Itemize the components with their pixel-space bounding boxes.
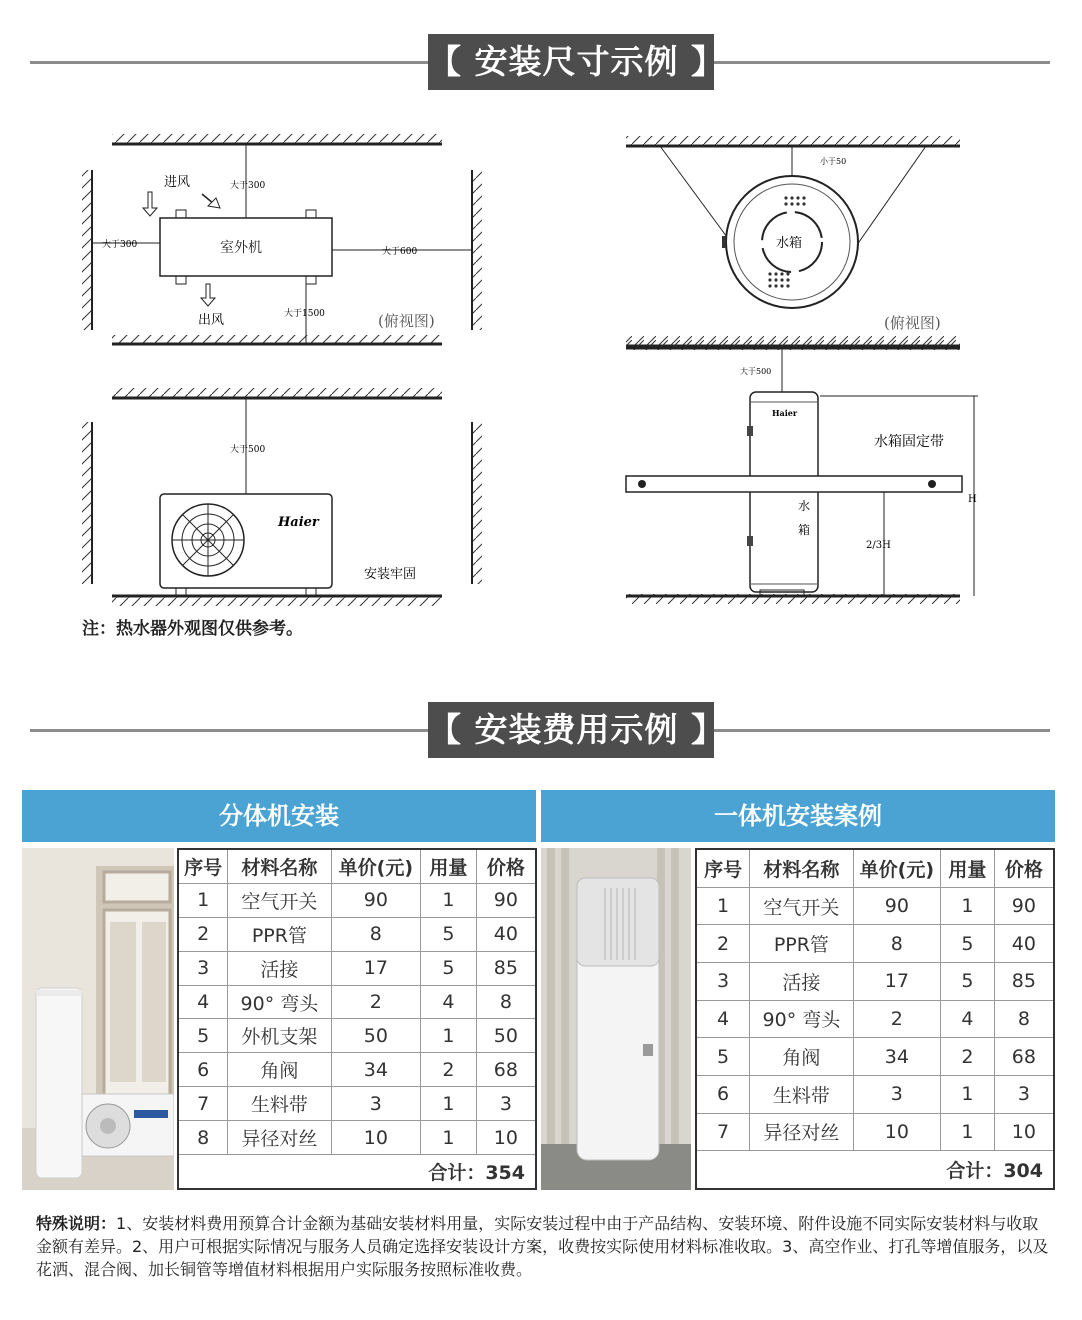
cell: 活接 [750, 963, 853, 1001]
dim-top: 小于50 [820, 157, 847, 166]
dim-h: H [968, 494, 977, 505]
split-cost-table [177, 848, 537, 1190]
allinone-unit-photo [541, 848, 691, 1190]
split-unit-photo [22, 848, 174, 1190]
cell: 4 [941, 1000, 995, 1038]
table-header-row [178, 849, 536, 883]
special-text: 1、安装材料费用预算合计金额为基础安装材料用量，实际安装过程中由于产品结构、安装环境、附件设施不同实际安装材料与收取金额有差异。2、用户可根据实际情况与服务人员确定选择安装设计方案，收费按实际使用材料标准收取。3、高空作业、打孔等增值服务，以及花洒、混合阀、加长铜管等增值材料根据用户实际服务按照标准收费。 [36, 1214, 1049, 1279]
dim-two-thirds: 2/3H [866, 540, 891, 551]
cell: 50 [476, 1019, 536, 1053]
cell: 85 [476, 951, 536, 985]
column-header: 材料名称 [750, 849, 853, 887]
cell: 1 [941, 1075, 995, 1113]
table-row [696, 1075, 1054, 1113]
cell: 外机支架 [228, 1019, 331, 1053]
allinone-cost-table [695, 848, 1055, 1190]
cell: 17 [853, 963, 941, 1001]
cell: 4 [696, 1000, 750, 1038]
table-row [696, 887, 1054, 925]
cell: 5 [941, 925, 995, 963]
column-header: 单价(元) [853, 849, 941, 887]
special-label: 特殊说明： [36, 1214, 117, 1233]
cell: 90 [331, 883, 421, 917]
cell: 5 [421, 951, 477, 985]
section-title: 【 安装费用示例 】 [428, 702, 714, 758]
cell: PPR管 [228, 917, 331, 951]
cell: 34 [853, 1038, 941, 1076]
cell: 3 [476, 1087, 536, 1121]
cell: 3 [853, 1075, 941, 1113]
cell: 2 [178, 917, 228, 951]
cell: 68 [476, 1053, 536, 1087]
cell: 34 [331, 1053, 421, 1087]
cell: 1 [941, 1113, 995, 1151]
secure-label: 安装牢固 [364, 567, 417, 582]
dim-top: 大于300 [230, 181, 266, 191]
section-install-cost-header [30, 702, 1050, 758]
cell: 85 [994, 963, 1054, 1001]
cell: 50 [331, 1019, 421, 1053]
cell: 空气开关 [228, 883, 331, 917]
cell: 90 [994, 887, 1054, 925]
cell: 6 [178, 1053, 228, 1087]
cell: 10 [994, 1113, 1054, 1151]
cell: 2 [696, 925, 750, 963]
table-row [696, 963, 1054, 1001]
cell: 40 [476, 917, 536, 951]
cell: 2 [941, 1038, 995, 1076]
strap-label: 水箱固定带 [874, 434, 944, 450]
dim-bottom: 大于1500 [284, 309, 325, 319]
table-row [178, 1121, 536, 1155]
dim-right: 大于600 [382, 247, 418, 257]
cell: 活接 [228, 951, 331, 985]
cell: 90° 弯头 [750, 1000, 853, 1038]
cell: 90 [853, 887, 941, 925]
cell: 17 [331, 951, 421, 985]
unit-label: 室外机 [220, 240, 262, 256]
outlet-label: 出风 [198, 313, 225, 328]
cell: 3 [331, 1087, 421, 1121]
column-header: 用量 [421, 849, 477, 883]
special-notes [36, 1212, 1054, 1281]
cell: 10 [476, 1121, 536, 1155]
table-row [178, 883, 536, 917]
diagram-outdoor-front-view [80, 382, 500, 608]
column-header: 价格 [994, 849, 1054, 887]
appearance-note: 注：热水器外观图仅供参考。 [82, 619, 303, 639]
view-label: (俯视图) [884, 314, 941, 332]
diagram-tank-top-view [620, 132, 970, 356]
cell: 3 [994, 1075, 1054, 1113]
diagram-outdoor-top-view [80, 130, 500, 360]
cell: 5 [421, 917, 477, 951]
cell: 5 [696, 1038, 750, 1076]
cell: 异径对丝 [750, 1113, 853, 1151]
total-cell: 合计：354 [178, 1154, 536, 1189]
cell: 8 [476, 985, 536, 1019]
cell: 8 [853, 925, 941, 963]
table-row [178, 951, 536, 985]
cell: 角阀 [750, 1038, 853, 1076]
cell: 7 [696, 1113, 750, 1151]
cell: 10 [331, 1121, 421, 1155]
cell: 生料带 [750, 1075, 853, 1113]
fan-grille-icon [172, 504, 244, 576]
cell: 1 [421, 1121, 477, 1155]
brand-logo: Haier [278, 515, 319, 530]
diagram-tank-front-view [620, 340, 980, 606]
tank-label: 水箱 [776, 236, 803, 251]
column-header: 用量 [941, 849, 995, 887]
cell: 角阀 [228, 1053, 331, 1087]
table-total-row [178, 1154, 536, 1189]
cell: 10 [853, 1113, 941, 1151]
cell: 3 [696, 963, 750, 1001]
cell: 1 [178, 883, 228, 917]
section-title: 【 安装尺寸示例 】 [428, 34, 714, 90]
column-header: 价格 [476, 849, 536, 883]
table-header-row [696, 849, 1054, 887]
cell: 4 [178, 985, 228, 1019]
tank-char-2: 箱 [798, 523, 811, 537]
cell: 8 [994, 1000, 1054, 1038]
cell: 90 [476, 883, 536, 917]
table-row [696, 925, 1054, 963]
cell: 68 [994, 1038, 1054, 1076]
table-row [696, 1000, 1054, 1038]
view-label: (俯视图) [378, 312, 435, 330]
column-header: 序号 [178, 849, 228, 883]
cell: 1 [421, 1019, 477, 1053]
cell: 2 [853, 1000, 941, 1038]
column-header: 序号 [696, 849, 750, 887]
dim-left: 大于300 [102, 240, 138, 250]
cell: 2 [331, 985, 421, 1019]
dim-top: 大于500 [230, 445, 266, 455]
cell: 1 [696, 887, 750, 925]
column-header: 单价(元) [331, 849, 421, 883]
cell: 6 [696, 1075, 750, 1113]
cell: 3 [178, 951, 228, 985]
column-header: 材料名称 [228, 849, 331, 883]
cell: 1 [421, 883, 477, 917]
table-row [178, 985, 536, 1019]
brand-logo: Haier [772, 408, 798, 418]
cell: 8 [178, 1121, 228, 1155]
section-install-size-header [30, 34, 1050, 90]
tank-char-1: 水 [798, 499, 811, 513]
cell: 5 [941, 963, 995, 1001]
cell: 4 [421, 985, 477, 1019]
cell: 2 [421, 1053, 477, 1087]
cell: 5 [178, 1019, 228, 1053]
cell: 40 [994, 925, 1054, 963]
table-row [178, 1019, 536, 1053]
cell: 异径对丝 [228, 1121, 331, 1155]
dim-top: 大于500 [740, 367, 772, 376]
allinone-install-header: 一体机安装案例 [541, 790, 1055, 842]
table-row [178, 1053, 536, 1087]
cell: 1 [421, 1087, 477, 1121]
cell: 空气开关 [750, 887, 853, 925]
table-row [696, 1038, 1054, 1076]
intake-label: 进风 [164, 175, 191, 190]
cell: 8 [331, 917, 421, 951]
table-row [696, 1113, 1054, 1151]
cell: PPR管 [750, 925, 853, 963]
cell: 7 [178, 1087, 228, 1121]
table-row [178, 1087, 536, 1121]
total-cell: 合计：304 [696, 1151, 1054, 1189]
cell: 1 [941, 887, 995, 925]
table-row [178, 917, 536, 951]
table-total-row [696, 1151, 1054, 1189]
cell: 生料带 [228, 1087, 331, 1121]
split-install-header: 分体机安装 [22, 790, 536, 842]
cell: 90° 弯头 [228, 985, 331, 1019]
